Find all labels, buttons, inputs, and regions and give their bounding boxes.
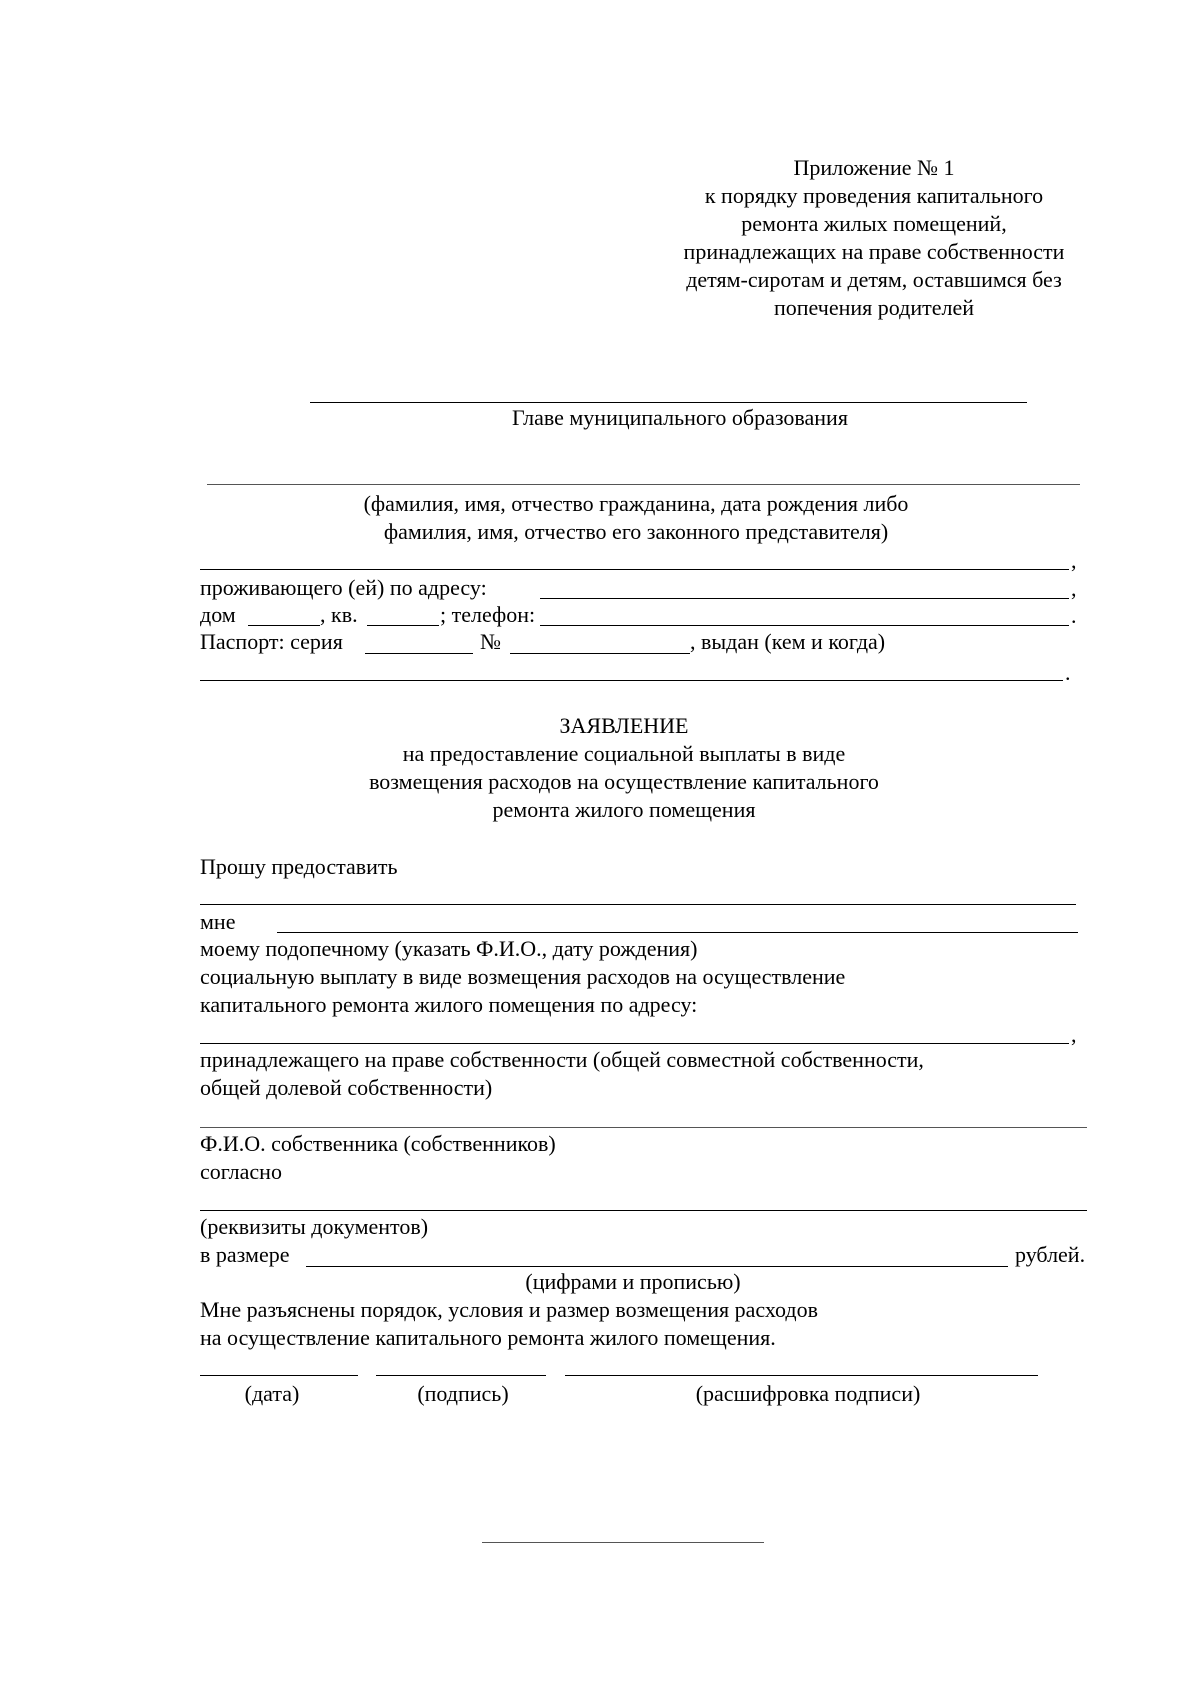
explanation-text: Мне разъяснены порядок, условия и размер возмещения расходов <box>200 1297 818 1322</box>
request-line-1[interactable] <box>200 904 1076 905</box>
appendix-title: Приложение № 1 <box>793 155 955 180</box>
appendix-line: попечения родителей <box>774 295 974 320</box>
punct: . <box>1065 660 1071 685</box>
house-line[interactable] <box>248 625 320 626</box>
passport-series-line[interactable] <box>365 653 473 654</box>
passport-label: Паспорт: серия <box>200 629 343 654</box>
currency-label: рублей. <box>1015 1242 1086 1267</box>
punct: , <box>1071 548 1077 573</box>
explanation-text: на осуществление капитального ремонта жилого помещения. <box>200 1325 776 1350</box>
payment-text: социальную выплату в виде возмещения расходов на осуществление <box>200 964 846 989</box>
amount-line[interactable] <box>306 1266 1008 1267</box>
payment-text: капитального ремонта жилого помещения по адресу: <box>200 992 698 1017</box>
applicant-name-line[interactable] <box>207 484 1080 485</box>
address-line[interactable] <box>540 598 1069 599</box>
appendix-line: принадлежащих на праве собственности <box>683 239 1065 264</box>
statement-subtitle: ремонта жилого помещения <box>492 797 756 822</box>
ward-label: моему подопечному (указать Ф.И.О., дату рождения) <box>200 936 698 961</box>
signature-decode-line[interactable] <box>565 1375 1038 1376</box>
phone-line[interactable] <box>540 625 1069 626</box>
footer-separator <box>482 1542 764 1543</box>
signature-line[interactable] <box>376 1375 546 1376</box>
punct: , <box>1071 576 1077 601</box>
signature-decode-hint: (расшифровка подписи) <box>695 1381 921 1406</box>
documents-line[interactable] <box>200 1210 1087 1211</box>
owner-label: Ф.И.О. собственника (собственников) <box>200 1131 556 1156</box>
passport-issued-line[interactable] <box>200 680 1063 681</box>
passport-issued-label: , выдан (кем и когда) <box>690 629 886 654</box>
me-label: мне <box>200 909 236 934</box>
applicant-extra-line[interactable] <box>200 569 1069 570</box>
punct: , <box>1071 1022 1077 1047</box>
request-line-2[interactable] <box>277 932 1078 933</box>
fio-hint: (фамилия, имя, отчество гражданина, дата рождения либо <box>363 491 909 516</box>
ownership-text: принадлежащего на праве собственности (общей совместной собственности, <box>200 1047 924 1072</box>
amount-label: в размере <box>200 1242 290 1267</box>
addressee-head: Главе муниципального образования <box>512 405 848 430</box>
date-hint: (дата) <box>244 1381 300 1406</box>
punct: . <box>1071 603 1077 628</box>
statement-title: ЗАЯВЛЕНИЕ <box>559 713 689 738</box>
signature-hint: (подпись) <box>417 1381 509 1406</box>
statement-subtitle: на предоставление социальной выплаты в виде <box>402 741 846 766</box>
apartment-label: , кв. <box>320 602 358 627</box>
documents-label: (реквизиты документов) <box>200 1214 429 1239</box>
house-label: дом <box>200 602 236 627</box>
appendix-line: детям-сиротам и детям, оставшимся без <box>686 267 1062 292</box>
fio-hint: фамилия, имя, отчество его законного представителя) <box>383 519 889 544</box>
owner-name-line[interactable] <box>200 1127 1087 1128</box>
passport-number-line[interactable] <box>510 653 690 654</box>
according-label: согласно <box>200 1159 282 1184</box>
appendix-line: к порядку проведения капитального <box>704 183 1044 208</box>
amount-hint: (цифрами и прописью) <box>525 1269 741 1294</box>
appendix-line: ремонта жилых помещений, <box>741 211 1007 236</box>
head-name-line[interactable] <box>310 402 1027 403</box>
passport-number-label: № <box>480 629 501 654</box>
address-label: проживающего (ей) по адресу: <box>200 575 487 600</box>
date-line[interactable] <box>200 1375 358 1376</box>
repair-address-line[interactable] <box>200 1043 1069 1044</box>
statement-subtitle: возмещения расходов на осуществление капитального <box>369 769 879 794</box>
request-label: Прошу предоставить <box>200 854 398 879</box>
phone-label: ; телефон: <box>440 602 536 627</box>
ownership-text: общей долевой собственности) <box>200 1075 493 1100</box>
apartment-line[interactable] <box>367 625 439 626</box>
